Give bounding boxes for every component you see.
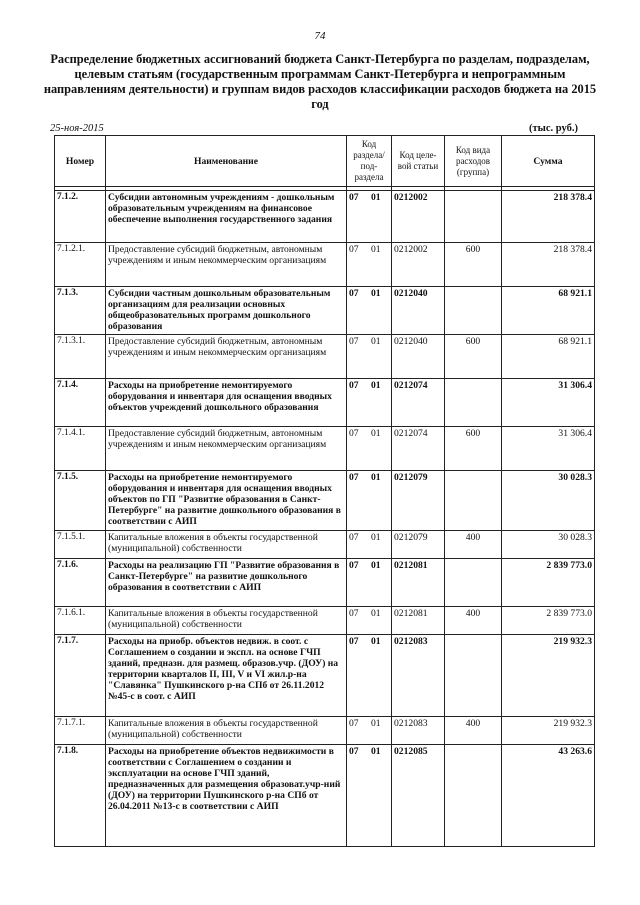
row-number: 7.1.5. xyxy=(55,471,106,531)
row-number: 7.1.3. xyxy=(55,287,106,335)
row-razdel xyxy=(347,379,392,427)
row-razdel xyxy=(347,717,392,745)
report-date: 25-ноя-2015 xyxy=(50,123,104,134)
row-number: 7.1.3.1. xyxy=(55,335,106,379)
row-group: 400 xyxy=(445,607,502,635)
row-statya: 0212081 xyxy=(392,559,445,607)
row-name: Расходы на реализацию ГП "Развитие образования в Санкт-Петербурге" на развитие дошкольного образования в соответствии с АИП xyxy=(106,559,347,607)
row-name: Расходы на приобр. объектов недвиж. в соот. с Соглашением о создании и экспл. на основе ГЧП зданий, предназн. для размещ. образов.учр. (ДОУ) на территории кварталов II, III, V и VI жил.р-на "Славянка" Пушкинского р-на СПб от 26.11.2012 №45-с в соот. с АИП xyxy=(106,635,347,717)
row-name: Капитальные вложения в объекты государственной (муниципальной) собственности xyxy=(106,607,347,635)
row-subsection-code: 01 xyxy=(371,608,381,619)
row-statya: 0212040 xyxy=(392,335,445,379)
row-section-code: 07 xyxy=(349,560,359,571)
row-subsection-code: 01 xyxy=(371,336,381,347)
header-razdel: Код раздела/ под- раздела xyxy=(347,136,392,187)
table-row xyxy=(55,531,595,559)
table-row xyxy=(55,635,595,717)
row-number: 7.1.6.1. xyxy=(55,607,106,635)
row-name: Предоставление субсидий бюджетным, автономным учреждениям и иным некоммерческим организациям xyxy=(106,243,347,287)
row-name: Расходы на приобретение объектов недвижимости в соответствии с Соглашением о создании и эксплуатации на основе ГЧП зданий, предназначенных для размещения образоват.учр-ний (ДОУ) на территории Пушкинского р-на СПб от 26.04.2011 №13-с в соответствии с АИП xyxy=(106,745,347,847)
table-row xyxy=(55,287,595,335)
row-group: 600 xyxy=(445,243,502,287)
row-number: 7.1.2. xyxy=(55,191,106,243)
row-subsection-code: 01 xyxy=(371,636,381,647)
row-section-code: 07 xyxy=(349,380,359,391)
row-section-code: 07 xyxy=(349,472,359,483)
page-number: 74 xyxy=(314,30,326,42)
row-subsection-code: 01 xyxy=(371,428,381,439)
row-group xyxy=(445,379,502,427)
table-row xyxy=(55,745,595,847)
document-title: Распределение бюджетных ассигнований бюджета Санкт-Петербурга по разделам, подразделам, целевым статьям (государственным программам Санкт-Петербурга и непрограммным направлениям деятельности) и группам видов расходов классификации расходов бюджета на 2015 год xyxy=(43,52,597,111)
row-name: Расходы на приобретение немонтируемого оборудования и инвентаря для оснащения вводных объектов учреждений дошкольного образования xyxy=(106,379,347,427)
table-body xyxy=(55,191,595,847)
row-razdel xyxy=(347,427,392,471)
table-row xyxy=(55,191,595,243)
row-razdel xyxy=(347,607,392,635)
row-statya: 0212002 xyxy=(392,243,445,287)
budget-table xyxy=(54,135,595,847)
row-section-code: 07 xyxy=(349,428,359,439)
row-sum: 68 921.1 xyxy=(502,287,595,335)
row-sum: 218 378.4 xyxy=(502,191,595,243)
row-name: Предоставление субсидий бюджетным, автономным учреждениям и иным некоммерческим организациям xyxy=(106,427,347,471)
row-group xyxy=(445,635,502,717)
row-group: 400 xyxy=(445,531,502,559)
row-statya: 0212085 xyxy=(392,745,445,847)
row-sum: 30 028.3 xyxy=(502,531,595,559)
row-name: Субсидии автономным учреждениям - дошкольным образовательным учреждениям на финансовое обеспечение выполнения государственного задания xyxy=(106,191,347,243)
row-statya: 0212083 xyxy=(392,717,445,745)
row-statya: 0212081 xyxy=(392,607,445,635)
table-row xyxy=(55,559,595,607)
row-group xyxy=(445,287,502,335)
row-section-code: 07 xyxy=(349,532,359,543)
row-group xyxy=(445,191,502,243)
row-number: 7.1.2.1. xyxy=(55,243,106,287)
row-sum: 219 932.3 xyxy=(502,635,595,717)
row-number: 7.1.8. xyxy=(55,745,106,847)
row-number: 7.1.5.1. xyxy=(55,531,106,559)
table-row xyxy=(55,379,595,427)
header-number: Номер xyxy=(55,136,106,187)
row-section-code: 07 xyxy=(349,336,359,347)
row-sum: 2 839 773.0 xyxy=(502,559,595,607)
row-subsection-code: 01 xyxy=(371,244,381,255)
row-sum: 31 306.4 xyxy=(502,427,595,471)
row-statya: 0212074 xyxy=(392,379,445,427)
row-sum: 218 378.4 xyxy=(502,243,595,287)
row-razdel xyxy=(347,335,392,379)
row-group: 600 xyxy=(445,335,502,379)
row-razdel xyxy=(347,745,392,847)
row-name: Предоставление субсидий бюджетным, автономным учреждениям и иным некоммерческим организациям xyxy=(106,335,347,379)
row-name: Субсидии частным дошкольным образовательным организациям для реализации основных общеобразовательных программ дошкольного образования xyxy=(106,287,347,335)
row-group xyxy=(445,745,502,847)
row-statya: 0212079 xyxy=(392,471,445,531)
table-row xyxy=(55,427,595,471)
row-statya: 0212074 xyxy=(392,427,445,471)
row-sum: 31 306.4 xyxy=(502,379,595,427)
row-name: Капитальные вложения в объекты государственной (муниципальной) собственности xyxy=(106,531,347,559)
row-subsection-code: 01 xyxy=(371,192,381,203)
row-statya: 0212079 xyxy=(392,531,445,559)
row-sum: 219 932.3 xyxy=(502,717,595,745)
row-name: Расходы на приобретение немонтируемого оборудования и инвентаря для оснащения вводных объектов по ГП "Развитие образования в Санкт-Петербурге" на развитие дошкольного образования в соответствии с АИП xyxy=(106,471,347,531)
row-number: 7.1.6. xyxy=(55,559,106,607)
row-group xyxy=(445,471,502,531)
row-sum: 68 921.1 xyxy=(502,335,595,379)
row-group: 600 xyxy=(445,427,502,471)
row-subsection-code: 01 xyxy=(371,718,381,729)
row-razdel xyxy=(347,191,392,243)
table-row xyxy=(55,335,595,379)
table-row xyxy=(55,471,595,531)
row-subsection-code: 01 xyxy=(371,380,381,391)
row-razdel xyxy=(347,243,392,287)
row-statya: 0212002 xyxy=(392,191,445,243)
row-razdel xyxy=(347,287,392,335)
table-row xyxy=(55,717,595,745)
row-number: 7.1.4.1. xyxy=(55,427,106,471)
row-section-code: 07 xyxy=(349,636,359,647)
row-name: Капитальные вложения в объекты государственной (муниципальной) собственности xyxy=(106,717,347,745)
row-section-code: 07 xyxy=(349,288,359,299)
row-subsection-code: 01 xyxy=(371,560,381,571)
row-razdel xyxy=(347,635,392,717)
row-section-code: 07 xyxy=(349,746,359,757)
table-header-row xyxy=(55,136,595,187)
units-label: (тыс. руб.) xyxy=(529,123,578,134)
row-section-code: 07 xyxy=(349,718,359,729)
row-sum: 2 839 773.0 xyxy=(502,607,595,635)
row-group xyxy=(445,559,502,607)
row-subsection-code: 01 xyxy=(371,472,381,483)
row-razdel xyxy=(347,471,392,531)
header-group: Код вида расходов (группа) xyxy=(445,136,502,187)
row-sum: 43 263.6 xyxy=(502,745,595,847)
table-row xyxy=(55,243,595,287)
row-number: 7.1.7.1. xyxy=(55,717,106,745)
row-subsection-code: 01 xyxy=(371,746,381,757)
row-number: 7.1.7. xyxy=(55,635,106,717)
row-sum: 30 028.3 xyxy=(502,471,595,531)
table-row xyxy=(55,607,595,635)
row-subsection-code: 01 xyxy=(371,288,381,299)
row-section-code: 07 xyxy=(349,244,359,255)
row-subsection-code: 01 xyxy=(371,532,381,543)
row-section-code: 07 xyxy=(349,192,359,203)
row-statya: 0212040 xyxy=(392,287,445,335)
row-razdel xyxy=(347,559,392,607)
header-name: Наименование xyxy=(106,136,347,187)
row-section-code: 07 xyxy=(349,608,359,619)
header-sum: Сумма xyxy=(502,136,595,187)
row-statya: 0212083 xyxy=(392,635,445,717)
row-group: 400 xyxy=(445,717,502,745)
row-number: 7.1.4. xyxy=(55,379,106,427)
row-razdel xyxy=(347,531,392,559)
header-statya: Код целе- вой статьи xyxy=(392,136,445,187)
